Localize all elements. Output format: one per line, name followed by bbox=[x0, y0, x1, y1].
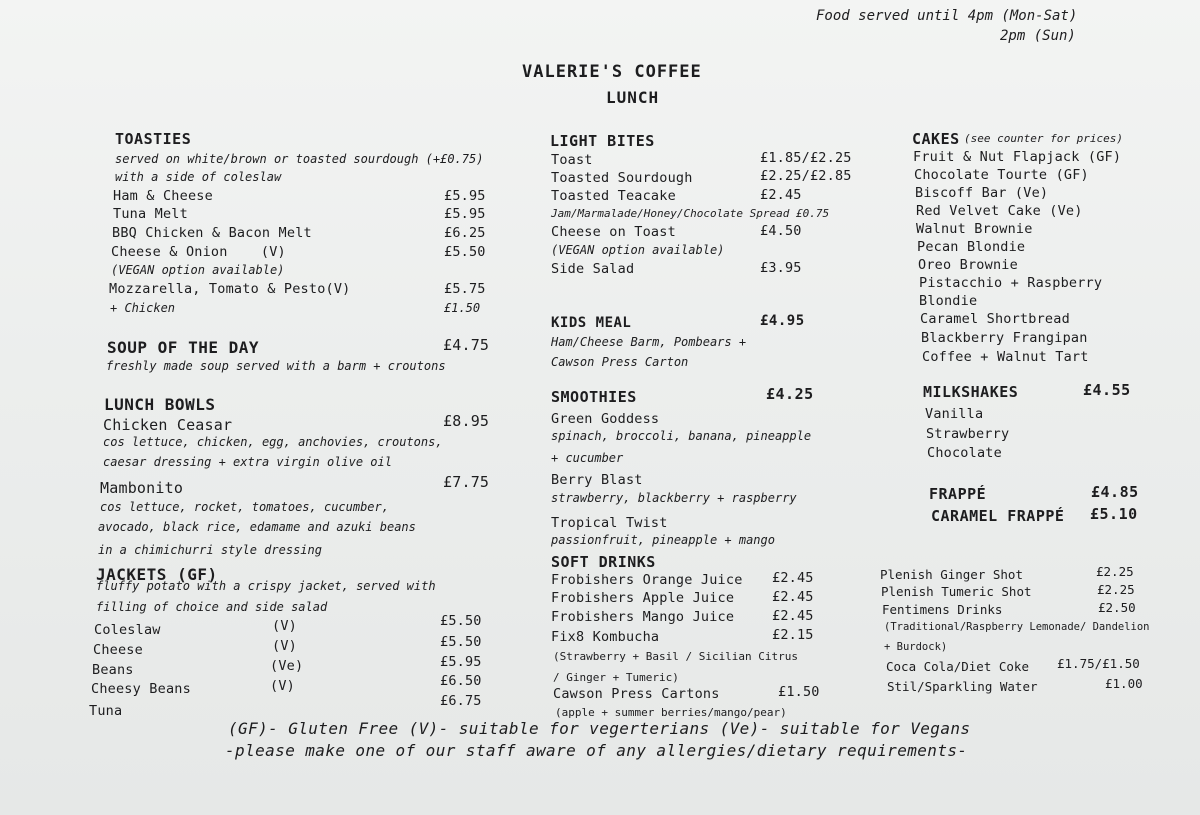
toastie-mozzarella-name: Mozzarella, Tomato & Pesto(V) bbox=[109, 281, 351, 297]
kids-desc-2: Cawson Press Carton bbox=[551, 355, 689, 369]
light-bites-vegan-note: (VEGAN option available) bbox=[551, 243, 725, 257]
jacket-name: Cheesy Beans bbox=[91, 681, 191, 697]
soft-drink-name: Frobishers Mango Juice bbox=[551, 609, 735, 625]
mambonito-desc-1: cos lettuce, rocket, tomatoes, cucumber, bbox=[100, 500, 389, 514]
light-bite-price: £2.25/£2.85 bbox=[760, 168, 852, 184]
caramel-frappe-price: £5.10 bbox=[1090, 505, 1138, 523]
smoothies-price: £4.25 bbox=[766, 385, 814, 403]
jacket-price: £6.50 bbox=[440, 673, 482, 689]
cheese-toast-name: Cheese on Toast bbox=[551, 224, 676, 240]
other-drink-price: £2.50 bbox=[1098, 600, 1136, 615]
jacket-tag: (V) bbox=[270, 678, 295, 694]
smoothie-tropical-desc: passionfruit, pineapple + mango bbox=[551, 533, 775, 547]
jacket-price: £5.50 bbox=[440, 634, 482, 650]
hours-line-1: Food served until 4pm (Mon-Sat) bbox=[816, 8, 1078, 24]
milkshakes-price: £4.55 bbox=[1083, 381, 1131, 399]
side-salad-price: £3.95 bbox=[760, 260, 802, 276]
cake-item: Biscoff Bar (Ve) bbox=[915, 185, 1049, 201]
cakes-note: (see counter for prices) bbox=[964, 132, 1123, 145]
cake-item: Pecan Blondie bbox=[917, 239, 1026, 255]
caramel-frappe-name: CARAMEL FRAPPÉ bbox=[931, 507, 1065, 525]
footer-legend: (GF)- Gluten Free (V)- suitable for vegerterians (Ve)- suitable for Vegans bbox=[228, 719, 971, 738]
soft-drink-price: £2.45 bbox=[772, 608, 814, 624]
milkshake-item: Chocolate bbox=[927, 445, 1002, 461]
toastie-mozzarella-price: £5.75 bbox=[444, 281, 486, 297]
water-price: £1.00 bbox=[1105, 676, 1143, 691]
soft-drinks-heading: SOFT DRINKS bbox=[551, 553, 656, 571]
milkshake-item: Strawberry bbox=[926, 426, 1010, 442]
toastie-price: £5.50 bbox=[444, 244, 486, 260]
bowls-heading: LUNCH BOWLS bbox=[104, 395, 216, 414]
smoothie-green-goddess: Green Goddess bbox=[551, 411, 660, 427]
other-drink-name: Plenish Tumeric Shot bbox=[881, 584, 1032, 599]
kids-heading: KIDS MEAL bbox=[551, 315, 632, 331]
jacket-price: £5.95 bbox=[440, 654, 482, 670]
fentimens-desc-1: (Traditional/Raspberry Lemonade/ Dandelion bbox=[884, 621, 1150, 633]
light-bite-name: Toasted Sourdough bbox=[551, 170, 693, 186]
cawson-price: £1.50 bbox=[778, 684, 820, 700]
cakes-heading: CAKES bbox=[912, 130, 960, 148]
frappe-price: £4.85 bbox=[1091, 483, 1139, 501]
toastie-name: Ham & Cheese bbox=[113, 188, 213, 204]
jackets-heading: JACKETS (GF) bbox=[96, 565, 218, 584]
cawson-desc: (apple + summer berries/mango/pear) bbox=[555, 706, 787, 719]
light-bite-name: Toasted Teacake bbox=[551, 188, 676, 204]
soft-drink-price: £2.45 bbox=[772, 570, 814, 586]
soup-price: £4.75 bbox=[443, 336, 490, 354]
toastie-price: £5.95 bbox=[444, 188, 486, 204]
toastie-chicken-addon: + Chicken bbox=[110, 301, 176, 315]
toastie-price: £5.95 bbox=[444, 206, 486, 222]
mambonito-desc-2: avocado, black rice, edamame and azuki beans bbox=[98, 520, 416, 534]
jacket-name: Tuna bbox=[89, 703, 123, 719]
cake-item: Walnut Brownie bbox=[916, 221, 1033, 237]
smoothie-green-desc-2: + cucumber bbox=[551, 451, 624, 465]
cake-item: Caramel Shortbread bbox=[920, 311, 1070, 327]
other-drink-name: Plenish Ginger Shot bbox=[880, 567, 1023, 582]
kombucha-desc-2: / Ginger + Tumeric) bbox=[553, 671, 679, 684]
frappe-name: FRAPPÉ bbox=[929, 485, 987, 503]
jacket-tag: (V) bbox=[272, 638, 297, 654]
jacket-tag: (V) bbox=[272, 618, 297, 634]
toastie-price: £6.25 bbox=[444, 225, 486, 241]
spread-note: Jam/Marmalade/Honey/Chocolate Spread £0.75 bbox=[551, 207, 830, 220]
smoothies-heading: SMOOTHIES bbox=[551, 388, 637, 406]
kids-price: £4.95 bbox=[760, 313, 805, 329]
soft-drink-price: £2.45 bbox=[772, 589, 814, 605]
mambonito-price: £7.75 bbox=[443, 473, 490, 491]
other-drink-name: Fentimens Drinks bbox=[882, 602, 1003, 617]
cawson-name: Cawson Press Cartons bbox=[553, 686, 720, 702]
kombucha-desc-1: (Strawberry + Basil / Sicilian Citrus bbox=[553, 650, 799, 663]
kids-desc-1: Ham/Cheese Barm, Pombears + bbox=[551, 335, 747, 349]
soft-drink-name: Frobishers Orange Juice bbox=[551, 572, 743, 588]
coke-name: Coca Cola/Diet Coke bbox=[886, 659, 1029, 674]
other-drink-price: £2.25 bbox=[1096, 564, 1134, 579]
light-bites-heading: LIGHT BITES bbox=[550, 132, 655, 150]
cake-item: Red Velvet Cake (Ve) bbox=[916, 203, 1083, 219]
caesar-desc-2: caesar dressing + extra virgin olive oil bbox=[103, 455, 392, 469]
cake-item: Oreo Brownie bbox=[918, 257, 1018, 273]
jacket-tag: (Ve) bbox=[270, 658, 304, 674]
toastie-name: Tuna Melt bbox=[113, 206, 188, 222]
soft-drink-name: Fix8 Kombucha bbox=[551, 629, 660, 645]
cake-item: Fruit & Nut Flapjack (GF) bbox=[913, 149, 1122, 165]
light-bite-price: £2.45 bbox=[760, 187, 802, 203]
jacket-name: Cheese bbox=[93, 642, 143, 658]
cake-item: Blondie bbox=[919, 293, 978, 309]
side-salad-name: Side Salad bbox=[551, 261, 635, 277]
jacket-price: £6.75 bbox=[440, 693, 482, 709]
soft-drink-name: Frobishers Apple Juice bbox=[551, 590, 735, 606]
jacket-name: Beans bbox=[92, 662, 134, 678]
mambonito-desc-3: in a chimichurri style dressing bbox=[98, 543, 322, 557]
toasties-heading: TOASTIES bbox=[115, 130, 192, 148]
soup-heading: SOUP OF THE DAY bbox=[107, 338, 259, 357]
hours-line-2: 2pm (Sun) bbox=[1000, 28, 1076, 44]
caesar-price: £8.95 bbox=[443, 412, 490, 430]
smoothie-berry-blast: Berry Blast bbox=[551, 472, 643, 488]
toastie-name: BBQ Chicken & Bacon Melt bbox=[112, 225, 312, 241]
smoothie-tropical-twist: Tropical Twist bbox=[551, 515, 668, 531]
milkshakes-heading: MILKSHAKES bbox=[923, 383, 1019, 401]
cake-item: Coffee + Walnut Tart bbox=[922, 349, 1089, 365]
fentimens-desc-2: + Burdock) bbox=[884, 641, 948, 653]
menu-subtitle: LUNCH bbox=[606, 88, 660, 107]
jacket-name: Coleslaw bbox=[94, 622, 161, 638]
cake-item: Pistacchio + Raspberry bbox=[919, 275, 1103, 291]
soft-drink-price: £2.15 bbox=[772, 627, 814, 643]
smoothie-green-desc-1: spinach, broccoli, banana, pineapple bbox=[551, 429, 812, 443]
toastie-chicken-price: £1.50 bbox=[444, 301, 481, 315]
light-bite-price: £1.85/£2.25 bbox=[760, 150, 852, 166]
jackets-desc-2: filling of choice and side salad bbox=[96, 600, 328, 614]
cheese-toast-price: £4.50 bbox=[760, 223, 802, 239]
soup-desc: freshly made soup served with a barm + croutons bbox=[106, 359, 446, 373]
cake-item: Blackberry Frangipan bbox=[921, 330, 1088, 346]
jackets-desc-1: fluffy potato with a crispy jacket, served with bbox=[96, 579, 436, 593]
toasties-vegan-note: (VEGAN option available) bbox=[111, 263, 285, 277]
toastie-name: Cheese & Onion (V) bbox=[111, 244, 286, 260]
caesar-desc-1: cos lettuce, chicken, egg, anchovies, croutons, bbox=[103, 435, 443, 449]
water-name: Stil/Sparkling Water bbox=[887, 679, 1038, 694]
coke-price: £1.75/£1.50 bbox=[1057, 656, 1140, 671]
milkshake-item: Vanilla bbox=[925, 406, 984, 422]
toasties-note-2: with a side of coleslaw bbox=[115, 170, 282, 184]
caesar-name: Chicken Ceasar bbox=[103, 416, 233, 434]
toasties-note-1: served on white/brown or toasted sourdough (+£0.75) bbox=[115, 152, 484, 166]
mambonito-name: Mambonito bbox=[100, 479, 184, 497]
footer-allergy-note: -please make one of our staff aware of any allergies/dietary requirements- bbox=[225, 741, 968, 760]
jacket-price: £5.50 bbox=[440, 613, 482, 629]
light-bite-name: Toast bbox=[551, 152, 593, 168]
menu-title: VALERIE'S COFFEE bbox=[522, 62, 702, 82]
smoothie-berry-desc: strawberry, blackberry + raspberry bbox=[551, 491, 797, 505]
other-drink-price: £2.25 bbox=[1097, 582, 1135, 597]
cake-item: Chocolate Tourte (GF) bbox=[914, 167, 1089, 183]
